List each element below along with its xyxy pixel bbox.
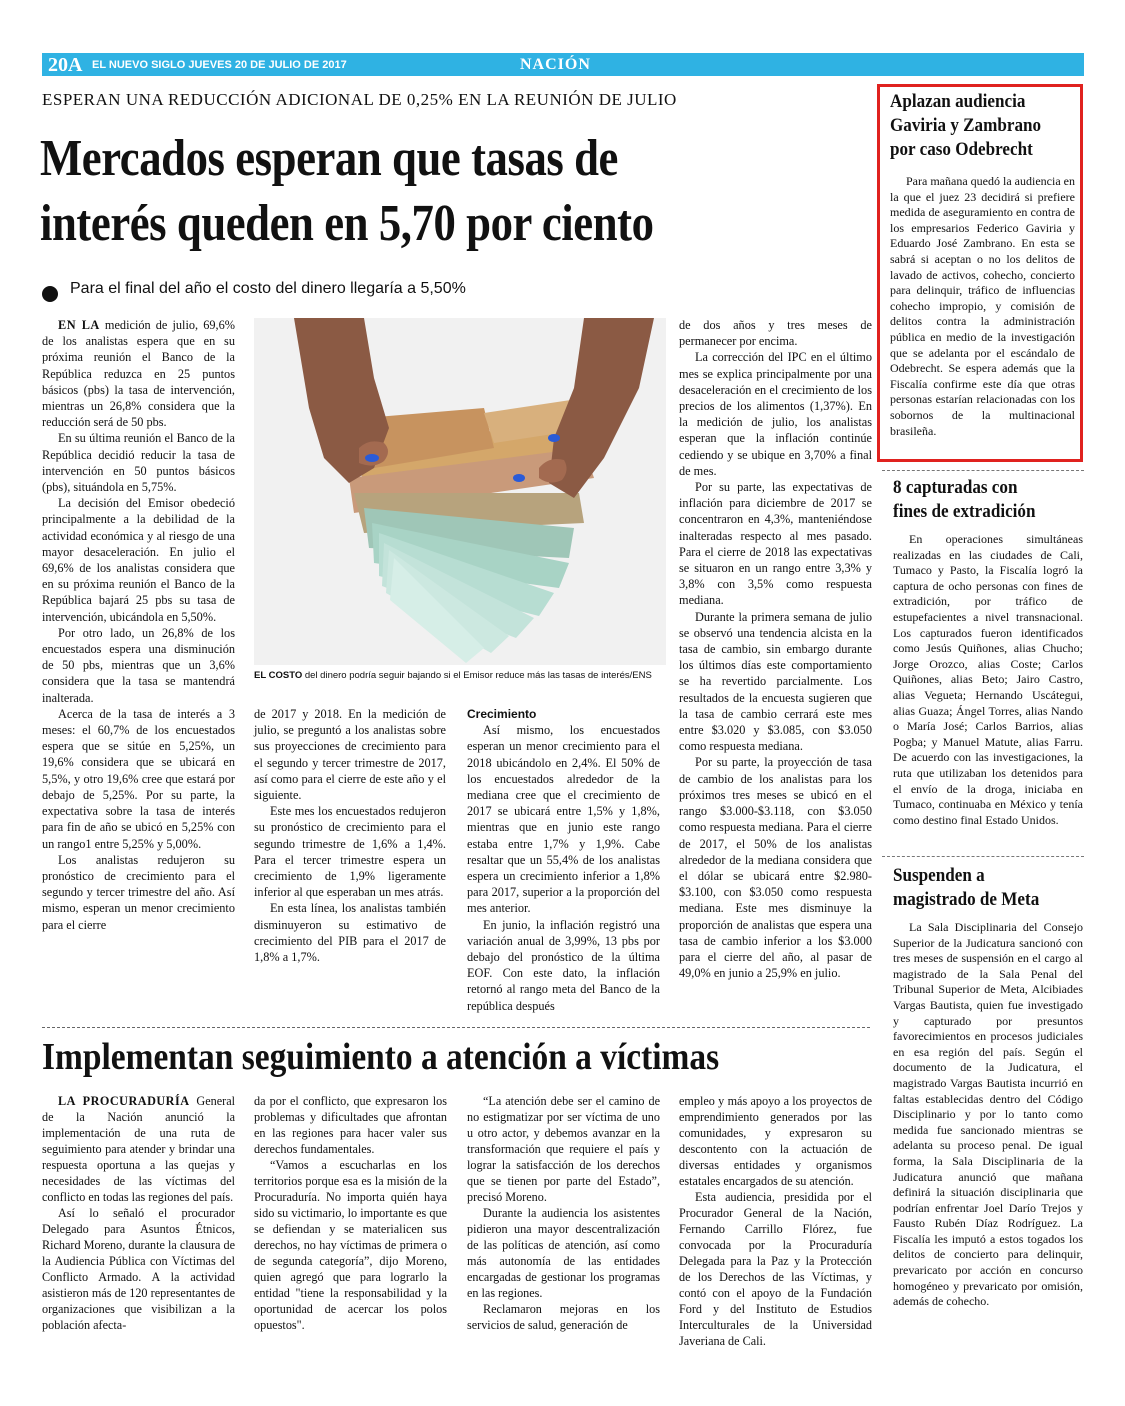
main-col2-para2: Este mes los encuestados redujeron su pronóstico de crecimiento para el segundo trimestre de 1,6% a 1,4%. Para el tercer trimestre espera un crecimiento de 1,9% ligeramente inferior al que esperaban un mes atrás. <box>254 804 446 900</box>
sidebar-title-odebrecht: Aplazan audiencia Gaviria y Zambrano por caso Odebrecht <box>890 91 1042 160</box>
second-column-4 <box>679 1093 872 1349</box>
main-kicker: ESPERAN UNA REDUCCIÓN ADICIONAL DE 0,25% EN LA REUNIÓN DE JULIO <box>42 90 677 109</box>
second-col4-para2: Esta audiencia, presidida por el Procurador General de la Nación, Fernando Carrillo Flórez, fue convocada por la Procuraduría Delegada para la Paz y la Protección de los Derechos de las Víctimas, y contó con el apoyo de la Fundación Ford y del Instituto de Estudios Interculturales de la Universidad Javeriana de Cali. <box>679 1190 872 1348</box>
main-col1-para4: Por otro lado, un 26,8% de los encuestados espera una disminución de 50 pbs, mientras que un 3,6% considera que la tasa se mantendrá inalterada. <box>42 625 235 705</box>
subhead-bullet-icon <box>42 286 58 302</box>
money-photo <box>254 318 666 665</box>
sidebar-text-extradicion: En operaciones simultáneas realizadas en las ciudades de Cali, Tumaco y Pasto, la Fiscalía logró la captura de ocho personas con fines de extradición, por tráfico de estupefacientes a nivel transnacional. Los capturados fueron identificados como Jesús Quiñones, alias Chucho; Jorge Orozco, alias Coste; Carlos Quiñones, alias Beto; Jairo Castro, alias Vegueta; Hernando Uscátegui, alias Guaza; Ángel Torres, alias Nando o María José; Carlos Barrios, alias Pogba; y Manuel Matute, alias Farru. De acuerdo con las investigaciones, la ruta que utilizaban los detenidos para el envío de la droga, iniciaba en Tumaco, continuaba en México y tenía como destino final Estado Unidos. <box>893 532 1083 827</box>
second-column-2 <box>254 1093 447 1333</box>
story-divider <box>42 1027 870 1028</box>
publication-dateline: EL NUEVO SIGLO JUEVES 20 DE JULIO DE 2017 <box>92 59 347 71</box>
second-col1-para2: Así lo señaló el procurador Delegado para Asuntos Étnicos, Richard Moreno, durante la clausura de la Audiencia Pública con Víctimas del Conflicto Armado. A la actividad asistieron más de 120 representantes de organizaciones que visibilizan a la población afecta- <box>42 1206 235 1332</box>
second-column-3 <box>467 1093 660 1333</box>
sidebar-story-magistrado <box>893 864 1083 1310</box>
sidebar-story-odebrecht <box>890 90 1075 439</box>
main-column-3 <box>467 706 660 1014</box>
second-col3-para3: Reclamaron mejoras en los servicios de salud, generación de <box>467 1302 660 1332</box>
main-col4-para1: de dos años y tres meses de permanecer por encima. <box>679 318 872 349</box>
main-column-4 <box>679 317 872 981</box>
second-col3-para1: “La atención debe ser el camino de no estigmatizar por ser víctima de uno u otro actor, y debemos avanzar en la transformación que requiere el país y lograr la satisfacción de los derechos que se tienen por parte del Estado”, precisó Moreno. <box>467 1094 660 1204</box>
main-col4-para2: La corrección del IPC en el último mes se explica principalmente por una desaceleración en el crecimiento de los precios de los alimentos (1,37%). En la medición de julio, los analistas esperan que la inflación continúe cediendo y se ubique en 3,70% a final de mes. <box>679 350 872 478</box>
main-headline-line2: interés queden en 5,70 por ciento <box>40 195 654 252</box>
sidebar-story-extradicion <box>893 476 1083 828</box>
sidebar-text-magistrado: La Sala Disciplinaria del Consejo Superior de la Judicatura sancionó con tres meses de suspensión en el cargo al magistrado de la Sala Penal del Tribunal Superior de Meta, Alcibiades Vargas Bautista, quien fue investigado y capturado por presuntos favorecimientos en procesos judiciales en esa región del país. Según el documento de la Judicatura, el magistrado Vargas Bautista incurrió en faltas establecidas dentro del Código Disciplinario y por lo tanto como medida fue sancionado mientras se adelanta su proceso penal. De igual forma, la Sala Disciplinaria de la Judicatura anunció que mañana definirá la situación disciplinaria que podrían enfrentar Joel Darío Trejos y Fausto Rubén Díaz Rodríguez. La Fiscalía les imputó a estos togados los delitos de concierto para delinquir, prevaricato por acción en concurso homogéneo y prevaricato por omisión, además de cohecho. <box>893 920 1083 1309</box>
second-col3-para2: Durante la audiencia los asistentes pidieron una mayor descentralización de las políticas de atención, así como más autonomía de las entidades encargadas de gestionar los programas en las regiones. <box>467 1206 660 1300</box>
main-col3-para2: En junio, la inflación registró una variación anual de 3,99%, 13 pbs por debajo del pronóstico de la última EOF. Con este dato, la inflación retornó al rango meta del Banco de la república después <box>467 917 660 1013</box>
section-name: NACIÓN <box>520 56 591 73</box>
second-column-1 <box>42 1093 235 1333</box>
main-col4-para5: Por su parte, la proyección de tasa de cambio de los analistas para los próximos tres meses se ubicó en el rango $3.000-$3.118, con $3.050 como respuesta mediana. Para el cierre de 2017, el 50% de los analistas alrededor de la mediana considera que el dólar se ubicará entre $2.980- $3.100, con $3.050 como respuesta mediana. Este mes disminuye la proporción de analistas que espera una tasa de cambio inferior a los $3.000 para el cierre del año, al pasar de 49,0% en junio a 25,9% en julio. <box>679 755 872 981</box>
lead-in: LA PROCURADURÍA <box>58 1094 190 1108</box>
sidebar-divider-1 <box>882 470 1084 471</box>
main-column-2 <box>254 706 446 965</box>
main-col1-para6: Los analistas redujeron su pronóstico de crecimiento para el segundo y tercer trimestre del año. Así mismo, esperan un menor crecimiento para el cierre <box>42 852 235 932</box>
main-col1-para2: En su última reunión el Banco de la República decidió reducir la tasa de intervención en 50 puntos básicos (pbs), situándola en 5,75%. <box>42 431 235 495</box>
main-col2-para1: de 2017 y 2018. En la medición de julio, se preguntó a los analistas sobre sus proyecciones de crecimiento para el segundo y tercer trimestre de 2017, así como para el cierre de este año y el siguiente. <box>254 707 446 803</box>
main-subhead: Para el final del año el costo del dinero llegaría a 5,50% <box>70 280 466 297</box>
second-col2-para2: “Vamos a escucharlas en los territorios porque esa es la misión de la Procuraduría. No importa quién haya sido su victimario, lo importante es que se defiendan y se materialicen sus derechos, no hay víctimas de primera o de segunda categoría”, dijo Moreno, quien agregó que para lograrlo la entidad "tiene la responsabilidad y la oportunidad de acercar los polos opuestos". <box>254 1158 447 1332</box>
second-col1-para1: LA PROCURADURÍA General de la Nación anunció la implementación de una ruta de seguimiento para atender y brindar una respuesta oportuna a las quejas y necesidades de las víctimas del conflicto en todas las regiones del país. <box>42 1094 235 1204</box>
main-col4-para4: Durante la primera semana de julio se observó una tendencia alcista en la tasa de cambio, sin embargo durante los últimos días este comportamiento se ha revertido parcialmente. Los resultados de la encuesta sugieren que la tasa de cambio cerrará este mes entre $3.020 y $3.085, con $3.050 como respuesta mediana. <box>679 609 872 754</box>
main-col1-para5: Acerca de la tasa de interés a 3 meses: el 60,7% de los encuestados espera que se sitúe en 5,25%, un 19,6% considera que se ubicará en 5,5%, y otro 19,6% cree que estará por debajo de 5,25%. Por su parte, la expectativa sobre la tasa de interés para fin de año se ubicó en 5,25% con un rango1 entre 5,25% y 5,00%. <box>42 706 235 851</box>
main-headline-line1: Mercados esperan que tasas de <box>40 130 618 187</box>
second-col4-para1: empleo y más apoyo a los proyectos de emprendimiento generados por las comunidades, y expresaron su descontento con la actuación de diversas entidades y organismos estatales encargados de su atención. <box>679 1094 872 1188</box>
sidebar-text-odebrecht: Para mañana quedó la audiencia en la que el juez 23 decidirá si prefiere medida de aseguramiento en contra de los empresarios Federico Gaviria y Eduardo José Zambrano. En esta se sabrá si aceptan o no los delitos de lavado de activos, cohecho, concierto para delinquir, tráfico de influencias cohecho impropio, y comisión de delitos contra la administración pública en medio de la investigación que se adelanta por el escándalo de Odebrecht. Se espera además que la Fiscalía confirme este día que otras personas estarían relacionadas con los sobornos de la multinacional brasileña. <box>890 174 1075 438</box>
second-headline: Implementan seguimiento a atención a víctimas <box>42 1036 720 1078</box>
main-col3-para1: Así mismo, los encuestados esperan un menor crecimiento para el 2018 ubicándolo en 2,4%. El 50% de los encuestados alrededor de la mediana cree que el crecimiento de 2017 se ubicará entre 1,5% y 1,8%, mientras que en junio este rango estaba entre 1,7% y 1,9%. Cabe resaltar que un 55,4% de los analistas espera un crecimiento inferior a 1,8% para 2017, superior a la proporción del mes anterior. <box>467 723 660 916</box>
second-col2-para1: da por el conflicto, que expresaron los problemas y dificultades que afrontan en las regiones para hacer valer sus derechos fundamentales. <box>254 1094 447 1156</box>
subsection-title: Crecimiento <box>467 707 537 721</box>
page-number: 20A <box>48 54 83 76</box>
main-headline <box>40 126 754 256</box>
main-column-1 <box>42 317 235 933</box>
main-col2-para3: En esta línea, los analistas también disminuyeron su estimativo de crecimiento del PIB para el 2017 de 1,8% a 1,7%. <box>254 901 446 965</box>
main-col1-para3: La decisión del Emisor obedeció principalmente a la debilidad de la actividad económica y al riesgo de una mayor desaceleración. En julio el 69,6% de los analistas considera que en su próxima reunión el Banco de la República bajará 25 pbs su tasa de intervención, ubicándola en 5,50%. <box>42 496 235 624</box>
sidebar-divider-2 <box>882 856 1084 857</box>
photo-caption: EL COSTO del dinero podría seguir bajando si el Emisor reduce más las tasas de interés/ENS <box>254 670 652 681</box>
main-col1-para1: EN LA medición de julio, 69,6% de los analistas espera que en su próxima reunión el Banco de la República reduzca en 25 puntos básicos (pbs) la tasa de intervención, mientras un 26,8% considera que la reducción será de 50 pbs. <box>42 318 235 430</box>
lead-in: EN LA <box>58 318 100 332</box>
sidebar-title-magistrado: Suspenden a magistrado de Meta <box>893 865 1040 910</box>
sidebar-title-extradicion: 8 capturadas con fines de extradición <box>893 477 1036 522</box>
main-col4-para3: Por su parte, las expectativas de inflación para diciembre de 2017 se concentraron en 4,3%, manteniéndose inalteradas respecto al mes pasado. Para el cierre de 2018 las expectativas se situaron en un rango entre 3,3% y 3,8% con 3,5% como respuesta mediana. <box>679 480 872 608</box>
